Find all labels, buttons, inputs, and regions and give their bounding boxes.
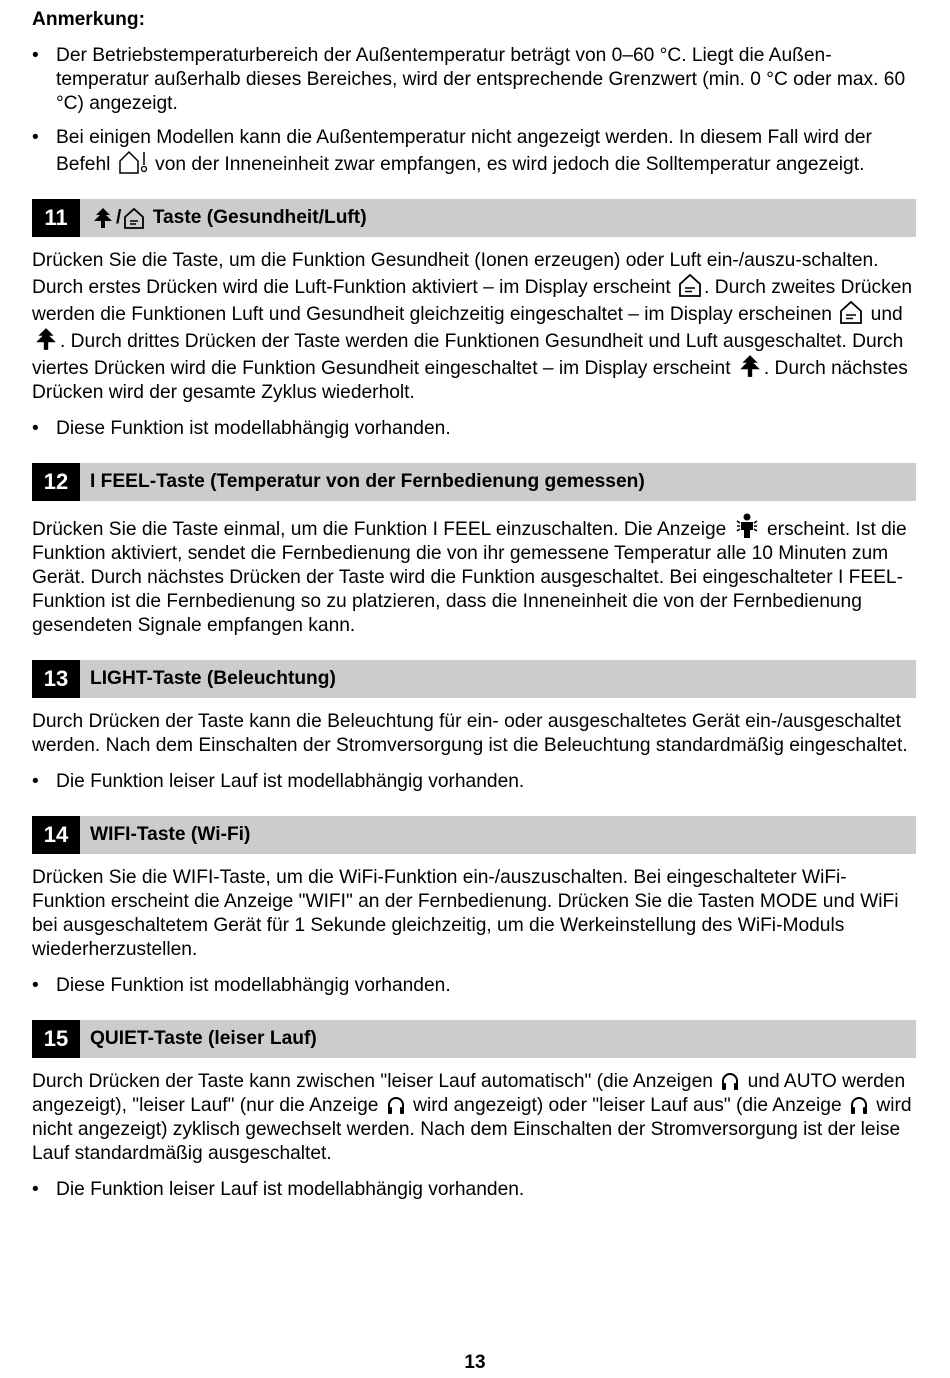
i-feel-person-icon [734, 513, 760, 539]
section-13-bullet: • Die Funktion leiser Lauf ist modellabhängig vorhanden. [32, 770, 916, 794]
section-15-header [32, 1020, 916, 1058]
section-number: 15 [32, 1020, 80, 1058]
page-number: 13 [464, 1352, 486, 1373]
section-13-header [32, 660, 916, 698]
section-number: 13 [32, 660, 80, 698]
section-14-bullet: • Diese Funktion ist modellabhängig vorhanden. [32, 974, 916, 998]
section-number: 14 [32, 816, 80, 854]
section-12-text: Drücken Sie die Taste einmal, um die Funktion I FEEL einzuschalten. Die Anzeige erscheint. Ist die Funktion aktiviert, sendet die Fernbedienung die von ihr gemessene Temperatur alle 10 Minuten zum Gerät. Durch nächstes Drücken der Taste wird die Funktion ausgeschaltet. Bei eingeschalteter I FEEL-Funktion ist die Fernbedienung so zu platzieren, dass die Inneneinheit die von der Fernbedienung gesendeten Signale empfangen kann. [32, 513, 916, 638]
section-13-text: Durch Drücken der Taste kann die Beleuchtung für ein- oder ausgeschaltetes Gerät ein-/ausgeschaltet werden. Nach dem Einschalten der Stromversorgung ist die Beleuchtung standardmäßig eingeschaltet. [32, 711, 908, 756]
health-tree-icon [738, 354, 762, 378]
section-14-text: Drücken Sie die WIFI-Taste, um die WiFi-Funktion ein-/auszuschalten. Bei eingeschalteter WiFi-Funktion erscheint die Anzeige "WIFI" an der Fernbedienung. Drücken Sie die Tasten MODE und WiFi bei ausgeschaltetem Gerät für 1 Sekunde gleichzeitig, um die Werkeinstellung des WiFi-Moduls wiederherzustellen. [32, 867, 899, 960]
health-tree-icon [92, 207, 114, 229]
section-11-text: Drücken Sie die Taste, um die Funktion Gesundheit (Ionen erzeugen) oder Luft ein-/auszu-schalten. Durch erstes Drücken wird die Luft-Funktion aktiviert – im Display erscheint . Durch zweites Drücken werden die Funktionen Luft und Gesundheit gleichzeitig eingeschaltet – im Display erscheinen und . Durch drittes Drücken der Taste werden die Funktionen Gesundheit und Luft ausgeschaltet. Durch viertes Drücken wird die Funktion Gesundheit eingeschaltet – im Display erscheint . Durch nächstes Drücken wird der gesamte Zyklus wiederholt. [32, 250, 913, 403]
headphones-quiet-icon [720, 1071, 740, 1091]
section-15-text: Durch Drücken der Taste kann zwischen "leiser Lauf automatisch" (die Anzeigen und AUTO werden angezeigt), "leiser Lauf" (nur die Anzeige wird angezeigt) oder "leiser Lauf aus" (die Anzeige wird nicht angezeigt) zyklisch gewechselt werden. Nach dem Einschalten der Stromversorgung ist der leise Lauf standardmäßig ausgeschaltet. [32, 1071, 912, 1164]
document-page [32, 8, 916, 1202]
section-number: 11 [32, 199, 80, 237]
note-title: Anmerkung: [32, 9, 145, 30]
section-title: WIFI-Taste (Wi-Fi) [90, 824, 251, 845]
section-12-header [32, 463, 916, 501]
section-title: I FEEL-Taste (Temperatur von der Fernbedienung gemessen) [90, 471, 645, 492]
section-11-header [32, 199, 916, 237]
air-house-icon [839, 300, 863, 324]
section-number: 12 [32, 463, 80, 501]
section-title: LIGHT-Taste (Beleuchtung) [90, 668, 336, 689]
headphones-quiet-icon [386, 1095, 406, 1115]
headphones-quiet-icon [849, 1095, 869, 1115]
health-tree-icon [34, 327, 58, 351]
section-14-header [32, 816, 916, 854]
outdoor-temperature-icon [118, 150, 148, 174]
section-11-bullet: • Diese Funktion ist modellabhängig vorhanden. [32, 417, 916, 441]
section-title: QUIET-Taste (leiser Lauf) [90, 1028, 317, 1049]
section-15-bullet: • Die Funktion leiser Lauf ist modellabhängig vorhanden. [32, 1178, 916, 1202]
note-bullet-1: • Der Betriebstemperaturbereich der Außentemperatur beträgt von 0–60 °C. Liegt die Außen-temperatur außerhalb dieses Bereiches, wird der entsprechende Grenzwert (min. 0 °C oder max. 60 °C) angezeigt. [32, 44, 916, 116]
note-bullet-2: • Bei einigen Modellen kann die Außentemperatur nicht angezeigt werden. In diesem Fall wird der Befehl von der Inneneinheit zwar empfangen, es wird jedoch die Solltemperatur angezeigt. [32, 126, 916, 177]
air-house-icon [678, 273, 702, 297]
section-title: / Taste (Gesundheit/Luft) [90, 207, 367, 229]
air-house-icon [123, 207, 145, 229]
